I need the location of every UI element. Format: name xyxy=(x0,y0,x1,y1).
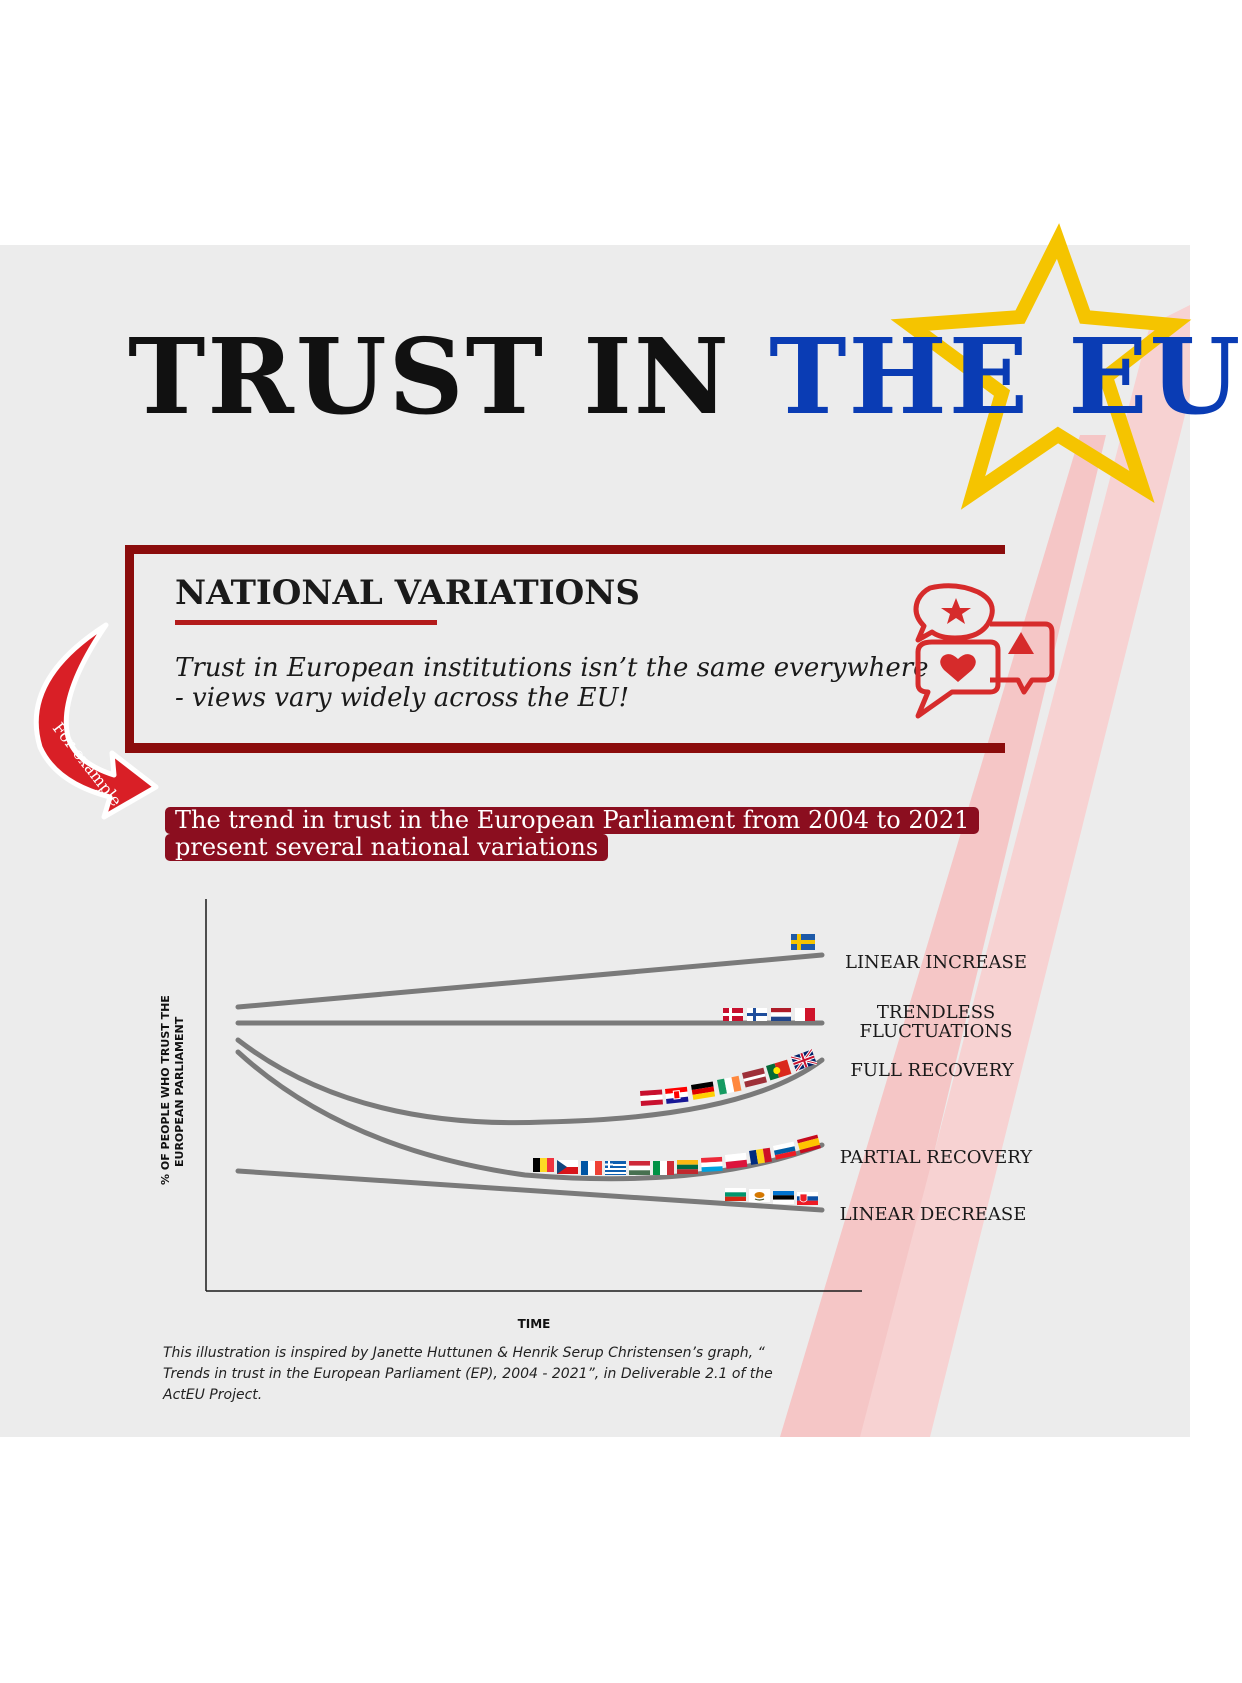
flag-bg xyxy=(725,1188,746,1201)
flag-cz xyxy=(557,1160,578,1174)
flag-mt xyxy=(795,1008,815,1021)
box-bottom-border xyxy=(125,743,1005,753)
title-part-2: THE EU xyxy=(769,315,1242,438)
flag-sk xyxy=(797,1192,818,1205)
y-axis-label-line-1: % OF PEOPLE WHO TRUST THE xyxy=(159,995,172,1185)
flag-dk xyxy=(723,1008,743,1021)
label-linear-decrease: LINEAR DECREASE xyxy=(839,1204,1027,1225)
flag-gr xyxy=(605,1161,626,1175)
national-variations-box xyxy=(125,545,1005,753)
banner-line-2: present several national variations xyxy=(165,834,608,861)
label-full-recovery: FULL RECOVERY xyxy=(850,1060,1014,1081)
y-axis-label-line-2: EUROPEAN PARLIAMENT xyxy=(173,1016,186,1167)
banner-line-1: The trend in trust in the European Parliament from 2004 to 2021 xyxy=(165,807,979,834)
label-trendless-line-2: FLUCTUATIONS xyxy=(859,1021,1013,1042)
flag-nl xyxy=(771,1008,791,1021)
flag-fi xyxy=(747,1008,767,1021)
curve-linear-increase xyxy=(238,955,822,1007)
section-text: Trust in European institutions isn’t the same everywhere - views vary widely across the EU! xyxy=(175,653,929,713)
flag-lv xyxy=(742,1068,767,1088)
page-title xyxy=(128,315,1242,438)
trend-chart xyxy=(145,890,1045,1340)
flag-at xyxy=(640,1089,663,1105)
flag-cy xyxy=(749,1189,770,1202)
flag-se xyxy=(791,934,815,950)
section-heading: NATIONAL VARIATIONS xyxy=(175,573,640,613)
flag-pl xyxy=(725,1153,747,1169)
title-part-1: TRUST IN xyxy=(128,315,731,438)
label-partial-recovery: PARTIAL RECOVERY xyxy=(839,1147,1033,1168)
chat-bubbles-icon xyxy=(910,580,1060,725)
trend-banner xyxy=(165,806,970,861)
flag-de xyxy=(691,1082,715,1100)
source-note: This illustration is inspired by Janette Huttunen & Henrik Serup Christensen’s graph, “ Trends in trust in the European Parliament (EP), 2004 - 2021”, in Deliverable 2.1 of the ActEU Project. xyxy=(163,1345,773,1403)
flag-ie xyxy=(717,1076,741,1095)
flag-be xyxy=(533,1158,554,1172)
x-axis-label: TIME xyxy=(517,1317,551,1331)
box-top-border xyxy=(125,545,1005,554)
flag-ee xyxy=(773,1191,794,1204)
callout-label: For example xyxy=(48,718,126,810)
flag-lt xyxy=(677,1160,698,1174)
flag-lu xyxy=(701,1157,723,1172)
flag-fr xyxy=(581,1161,602,1175)
flag-pt xyxy=(766,1060,791,1081)
flag-es xyxy=(797,1135,821,1154)
flag-it xyxy=(653,1161,674,1175)
curved-arrow-icon xyxy=(28,625,158,840)
flag-hr xyxy=(665,1087,688,1104)
heading-underline xyxy=(175,620,437,625)
label-linear-increase: LINEAR INCREASE xyxy=(844,952,1028,973)
flag-hu xyxy=(629,1161,650,1175)
label-trendless-line-1: TRENDLESS xyxy=(876,1002,996,1023)
